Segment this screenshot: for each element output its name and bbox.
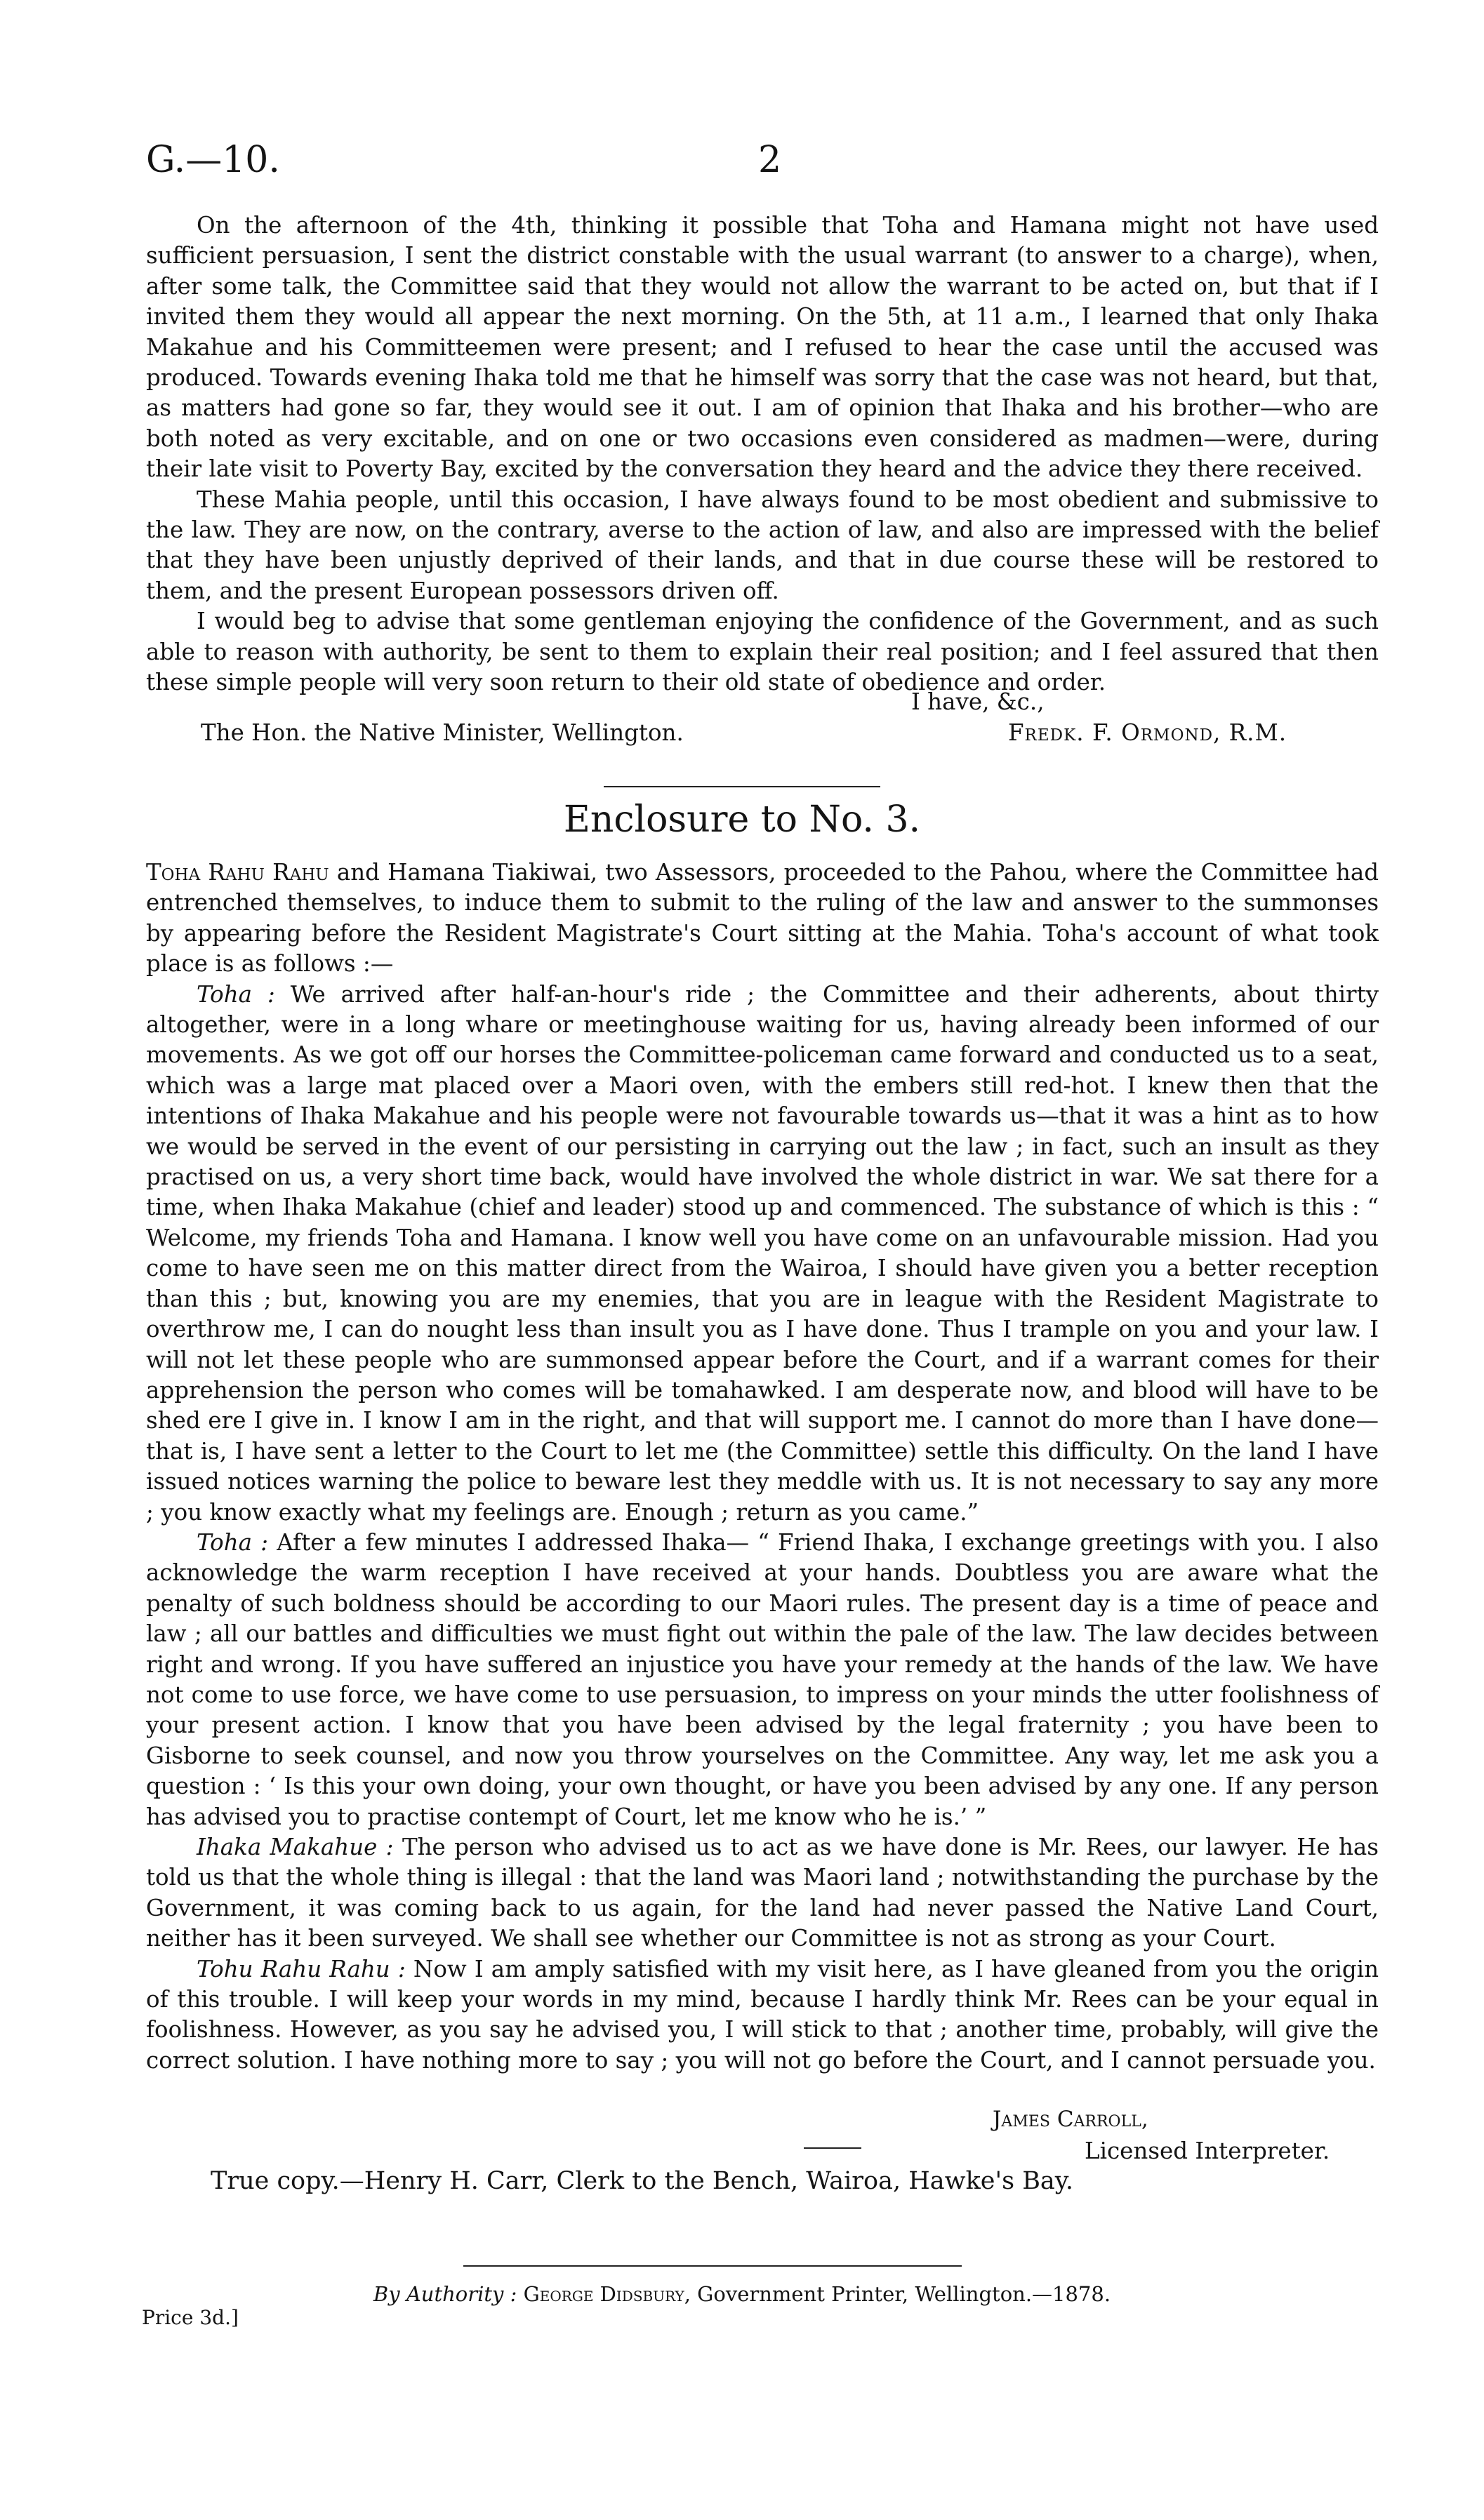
letter-body <box>146 211 1379 698</box>
speech-text: Now I am amply satisfied with my visit here, as I have gleaned from you the origin of this trouble. I will keep your words in my mind, because I hardly think Mr. Rees can be your equal in foolishness. However, as you say he advised you, I will stick to that ; another time, probably, will give the correct solution. I have nothing more to say ; you will not go before the Court, and I cannot persuade you. <box>146 1955 1379 2074</box>
speech-paragraph <box>146 1954 1379 2076</box>
true-copy-line: True copy.—Henry H. Carr, Clerk to the Bench, Wairoa, Hawke's Bay. <box>211 2167 1074 2195</box>
enclosure-body <box>146 858 1379 2076</box>
speech-paragraph <box>146 980 1379 1528</box>
speaker-name: Ihaka Makahue : <box>197 1834 394 1860</box>
speaker-name: Toha : <box>197 980 275 1008</box>
letter-closing: I have, &c., <box>911 688 1045 715</box>
interpreter-name-text: James Carroll, <box>993 2107 1148 2132</box>
letter-paragraph: On the afternoon of the 4th, thinking it possible that Toha and Hamana might not have used sufficient persuasion, I sent the district constable with the usual warrant (to answer to a charge), when, after some talk, the Committee said that they would not allow the warrant to be acted on, but that if I invited them they would all appear the next morning. On the 5th, at 11 a.m., I learned that only Ihaka Makahue and his Committeemen were present; and I refused to hear the case until the accused was produced. Towards evening Ihaka told me that he himself was sorry that the case was not heard, but that, as matters had gone so far, they would see it out. I am of opinion that Ihaka and his brother—who are both noted as very excitable, and on one or two occasions even considered as madmen—were, during their late visit to Poverty Bay, excited by the conversation they heard and the advice they there received. <box>146 212 1379 483</box>
letter-paragraph: I would beg to advise that some gentleman enjoying the confidence of the Government, and as such able to reason with authority, be sent to them to explain their real position; and I feel assured that then these simple people will very soon return to their old state of obedience and order. <box>146 608 1379 696</box>
letter-paragraph: These Mahia people, until this occasion, I have always found to be most obedient and submissive to the law. They are now, on the contrary, averse to the action of law, and also are impressed with the belief that they have been unjustly deprived of their lands, and that in due course these will be restored to them, and the present European possessors driven off. <box>146 486 1379 604</box>
letter-addressee: The Hon. the Native Minister, Wellington. <box>201 719 684 746</box>
printer-authority <box>0 2282 1484 2306</box>
letter-signature <box>1008 719 1287 746</box>
speech-text: The person who advised us to act as we have done is Mr. Rees, our lawyer. He has told us that the whole thing is illegal : that the land was Maori land ; notwithstanding the purchase by the Government, it was coming back to us again, for the land had never passed the Native Land Court, neither has it been surveyed. We shall see whether our Committee is not as strong as your Court. <box>146 1834 1379 1952</box>
section-divider <box>604 786 880 787</box>
interpreter-name <box>993 2107 1148 2132</box>
speech-paragraph <box>146 1832 1379 1954</box>
price-label: Price 3d.] <box>142 2306 239 2329</box>
enclosure-title: Enclosure to No. 3. <box>563 799 921 841</box>
intro-lead: Toha Rahu Rahu <box>146 859 329 886</box>
speech-paragraph <box>146 1528 1379 1832</box>
speaker-name: Tohu Rahu Rahu : <box>197 1955 406 1982</box>
short-rule <box>804 2147 861 2149</box>
printer-name: George Didsbury, <box>523 2282 691 2306</box>
page-number: 2 <box>758 139 782 181</box>
speaker-name: Toha : <box>197 1528 269 1556</box>
intro-text: and Hamana Tiakiwai, two Assessors, proceeded to the Pahou, where the Committee had entrenched themselves, to induce them to submit to the ruling of the law and answer to the summonses by appearing before the Resident Magistrate's Court sitting at the Mahia. Toha's account of what took place is as follows :— <box>146 859 1379 978</box>
footer-rule <box>463 2265 962 2267</box>
enclosure-intro <box>146 858 1379 980</box>
speech-text: After a few minutes I addressed Ihaka— “ Friend Ihaka, I exchange greetings with you. I also acknowledge the warm reception I have received at your hands. Doubtless you are aware what the penalty of such boldness should be according to our Maori rules. The present day is a time of peace and law ; all our battles and difficulties we must fight out within the pale of the law. The law decides between right and wrong. If you have suffered an injustice you have your remedy at the hands of the law. We have not come to use force, we have come to use persuasion, to impress on your minds the utter foolishness of your present action. I know that you have been advised by the legal fraternity ; you have been to Gisborne to seek counsel, and now you throw yourselves on the Committee. Any way, let me ask you a question : ‘ Is this your own doing, your own thought, or have you been advised by any one. If any person has advised you to practise contempt of Court, let me know who he is.’ ” <box>146 1528 1379 1830</box>
signature-text: Fredk. F. Ormond, R.M. <box>1008 719 1287 746</box>
paper-reference: G.—10. <box>146 139 280 181</box>
authority-rest: Government Printer, Wellington.—1878. <box>690 2282 1111 2306</box>
speech-text: We arrived after half-an-hour's ride ; the Committee and their adherents, about thirty altogether, were in a long whare or meetinghouse waiting for us, having already been informed of our movements. As we got off our horses the Committee-policeman came forward and conducted us to a seat, which was a large mat placed over a Maori oven, with the embers still red-hot. I knew then that the intentions of Ihaka Makahue and his people were not favourable towards us—that it was a hint as to how we would be served in the event of our persisting in carrying out the law ; in fact, such an insult as they practised on us, a very short time back, would have involved the whole district in war. We sat there for a time, when Ihaka Makahue (chief and leader) stood up and commenced. The substance of which is this : “ Welcome, my friends Toha and Hamana. I know well you have come on an unfavourable mission. Had you come to have seen me on this matter direct from the Wairoa, I should have given you a better reception than this ; but, knowing you are my enemies, that you are in league with the Resident Magistrate to overthrow me, I can do nought less than insult you as I have done. Thus I trample on you and your law. I will not let these people who are summonsed appear before the Court, and if a warrant comes for their apprehension the person who comes will be tomahawked. I am desperate now, and blood will have to be shed ere I give in. I know I am in the right, and that will support me. I cannot do more than I have done—that is, I have sent a letter to the Court to let me (the Committee) settle this difficulty. On the land I have issued notices warning the police to beware lest they meddle with us. It is not necessary to say any more ; you know exactly what my feelings are. Enough ; return as you came.” <box>146 980 1379 1526</box>
authority-prefix: By Authority : <box>373 2282 517 2306</box>
interpreter-title: Licensed Interpreter. <box>1085 2138 1330 2164</box>
